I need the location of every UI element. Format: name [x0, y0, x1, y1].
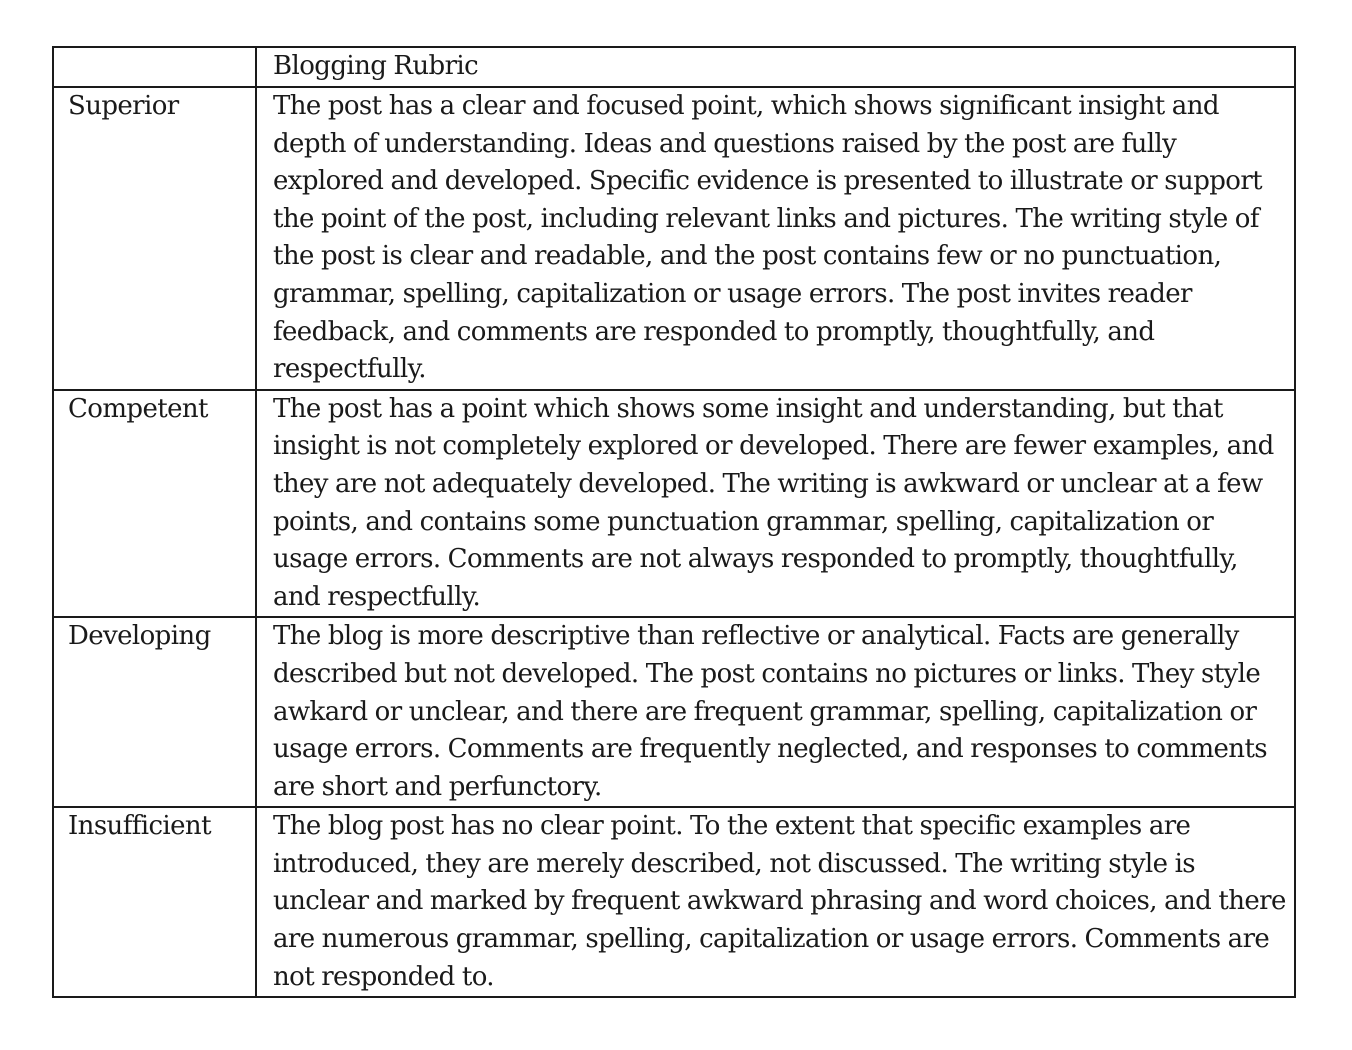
level-label: Competent	[53, 390, 256, 618]
level-label: Superior	[53, 87, 256, 390]
rubric-row-insufficient	[53, 807, 1295, 997]
level-description: The blog post has no clear point. To the extent that specific examples are introduced, they are merely described, not discussed. The writing style is unclear and marked by frequent awkward phrasing and word choices, and there are numerous grammar, spelling, capitalization or usage errors. Comments are not responded to.	[256, 807, 1295, 997]
rubric-row-superior	[53, 87, 1295, 390]
rubric-row-competent	[53, 390, 1295, 618]
rubric-row-developing	[53, 617, 1295, 807]
level-description: The post has a clear and focused point, which shows significant insight and depth of understanding. Ideas and questions raised by the post are fully explored and developed. Specific evidence is presented to illustrate or support the point of the post, including relevant links and pictures. The writing style of the post is clear and readable, and the post contains few or no punctuation, grammar, spelling, capitalization or usage errors. The post invites reader feedback, and comments are responded to promptly, thoughtfully, and respectfully.	[256, 87, 1295, 390]
level-label: Insufficient	[53, 807, 256, 997]
level-label: Developing	[53, 617, 256, 807]
rubric-title: Blogging Rubric	[256, 47, 1295, 87]
level-description: The blog is more descriptive than reflective or analytical. Facts are generally described but not developed. The post contains no pictures or links. They style awkard or unclear, and there are frequent grammar, spelling, capitalization or usage errors. Comments are frequently neglected, and responses to comments are short and perfunctory.	[256, 617, 1295, 807]
rubric-table	[52, 46, 1296, 998]
header-blank-cell	[53, 47, 256, 87]
header-row	[53, 47, 1295, 87]
level-description: The post has a point which shows some insight and understanding, but that insight is not completely explored or developed. There are fewer examples, and they are not adequately developed. The writing is awkward or unclear at a few points, and contains some punctuation grammar, spelling, capitalization or usage errors. Comments are not always responded to promptly, thoughtfully, and respectfully.	[256, 390, 1295, 618]
